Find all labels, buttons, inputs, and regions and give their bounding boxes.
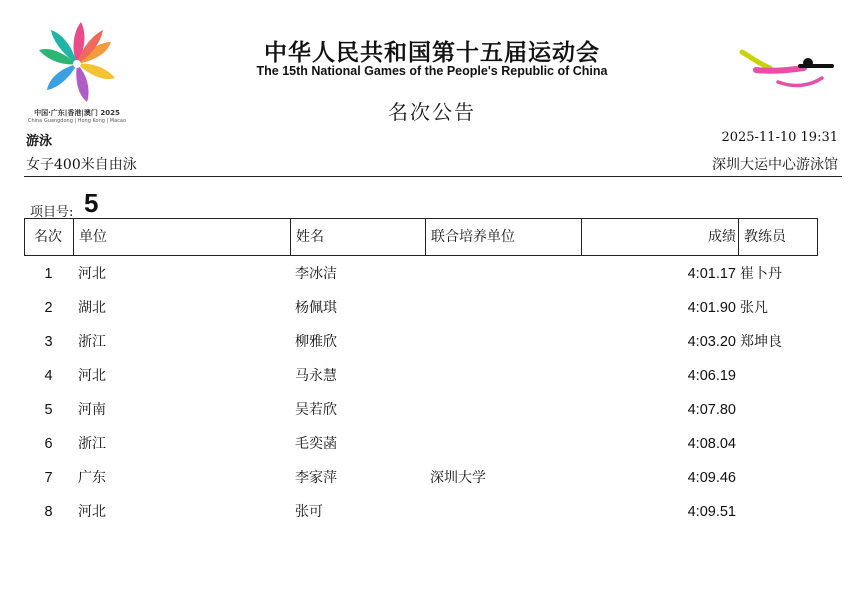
cell-unit: 浙江 bbox=[78, 334, 106, 350]
cell-name: 张可 bbox=[295, 504, 323, 520]
table-row bbox=[24, 257, 818, 291]
page-title-cn: 中华人民共和国第十五届运动会 bbox=[264, 40, 600, 66]
col-header-coach: 教练员 bbox=[744, 229, 786, 245]
cell-unit: 广东 bbox=[78, 470, 106, 486]
cell-name: 马永慧 bbox=[295, 368, 337, 384]
cell-coach bbox=[740, 393, 818, 427]
cell-name: 李家萍 bbox=[295, 470, 337, 486]
cell-rank: 4 bbox=[44, 368, 53, 384]
cell-rank: 2 bbox=[44, 300, 53, 316]
cell-rank: 3 bbox=[44, 334, 53, 350]
cell-unit: 湖北 bbox=[78, 300, 106, 316]
cell-name: 毛奕菡 bbox=[295, 436, 337, 452]
table-row bbox=[24, 291, 818, 325]
swimming-pictogram-icon bbox=[738, 48, 838, 96]
cell-club: 深圳大学 bbox=[430, 470, 486, 486]
col-header-name: 姓名 bbox=[291, 219, 426, 255]
event-number-label: 项目号: bbox=[30, 205, 74, 220]
cell-result: 4:08.04 bbox=[687, 436, 736, 452]
table-row bbox=[24, 393, 818, 427]
event-name: 女子400米自由泳 bbox=[26, 157, 137, 173]
cell-club bbox=[430, 495, 580, 529]
table-row bbox=[24, 461, 818, 495]
cell-name: 李冰洁 bbox=[295, 266, 337, 282]
header-divider bbox=[24, 176, 842, 177]
cell-result: 4:09.51 bbox=[687, 504, 736, 520]
cell-coach bbox=[740, 427, 818, 461]
cell-result: 4:06.19 bbox=[687, 368, 736, 384]
table-row bbox=[24, 427, 818, 461]
cell-unit: 河南 bbox=[78, 402, 106, 418]
cell-unit: 河北 bbox=[78, 504, 106, 520]
cell-result: 4:01.90 bbox=[687, 300, 736, 316]
cell-coach bbox=[740, 359, 818, 393]
col-header-unit: 单位 bbox=[74, 219, 291, 255]
col-header-result: 成绩 bbox=[582, 219, 739, 255]
cell-result: 4:01.17 bbox=[687, 266, 736, 282]
table-row bbox=[24, 359, 818, 393]
cell-rank: 8 bbox=[44, 504, 53, 520]
cell-club bbox=[430, 427, 580, 461]
cell-coach: 郑坤良 bbox=[740, 334, 782, 350]
cell-club bbox=[430, 393, 580, 427]
col-header-club: 联合培养单位 bbox=[426, 219, 582, 255]
datetime: 2025-11-10 19:31 bbox=[721, 130, 838, 145]
cell-result: 4:09.46 bbox=[687, 470, 736, 486]
cell-club bbox=[430, 325, 580, 359]
results-table-header bbox=[24, 218, 818, 256]
cell-name: 杨佩琪 bbox=[295, 300, 337, 316]
cell-rank: 1 bbox=[44, 266, 53, 282]
sport-label: 游泳 bbox=[26, 134, 53, 149]
cell-club bbox=[430, 359, 580, 393]
cell-coach: 张凡 bbox=[740, 300, 768, 316]
cell-club bbox=[430, 257, 580, 291]
cell-name: 吴若欣 bbox=[295, 402, 337, 418]
page-title-en: The 15th National Games of the People's Republic of China bbox=[256, 64, 608, 78]
cell-result: 4:03.20 bbox=[687, 334, 736, 350]
event-number: 5 bbox=[84, 188, 99, 218]
cell-unit: 河北 bbox=[78, 266, 106, 282]
cell-unit: 浙江 bbox=[78, 436, 106, 452]
cell-rank: 5 bbox=[44, 402, 53, 418]
cell-coach: 崔卜丹 bbox=[740, 266, 782, 282]
cell-rank: 6 bbox=[44, 436, 53, 452]
logo-subcaption: China Guangdong | Hong Kong | Macao bbox=[27, 118, 127, 124]
cell-coach bbox=[740, 495, 818, 529]
table-row bbox=[24, 325, 818, 359]
cell-unit: 河北 bbox=[78, 368, 106, 384]
notice-title: 名次公告 bbox=[388, 100, 476, 124]
cell-name: 柳雅欣 bbox=[295, 334, 337, 350]
logo-caption: 中国·广东|香港|澳门 2025 bbox=[34, 109, 120, 117]
cell-rank: 7 bbox=[44, 470, 53, 486]
col-header-rank: 名次 bbox=[25, 219, 74, 255]
table-row bbox=[24, 495, 818, 529]
venue-name: 深圳大运中心游泳馆 bbox=[712, 157, 838, 173]
cell-club bbox=[430, 291, 580, 325]
cell-coach bbox=[740, 461, 818, 495]
cell-result: 4:07.80 bbox=[687, 402, 736, 418]
